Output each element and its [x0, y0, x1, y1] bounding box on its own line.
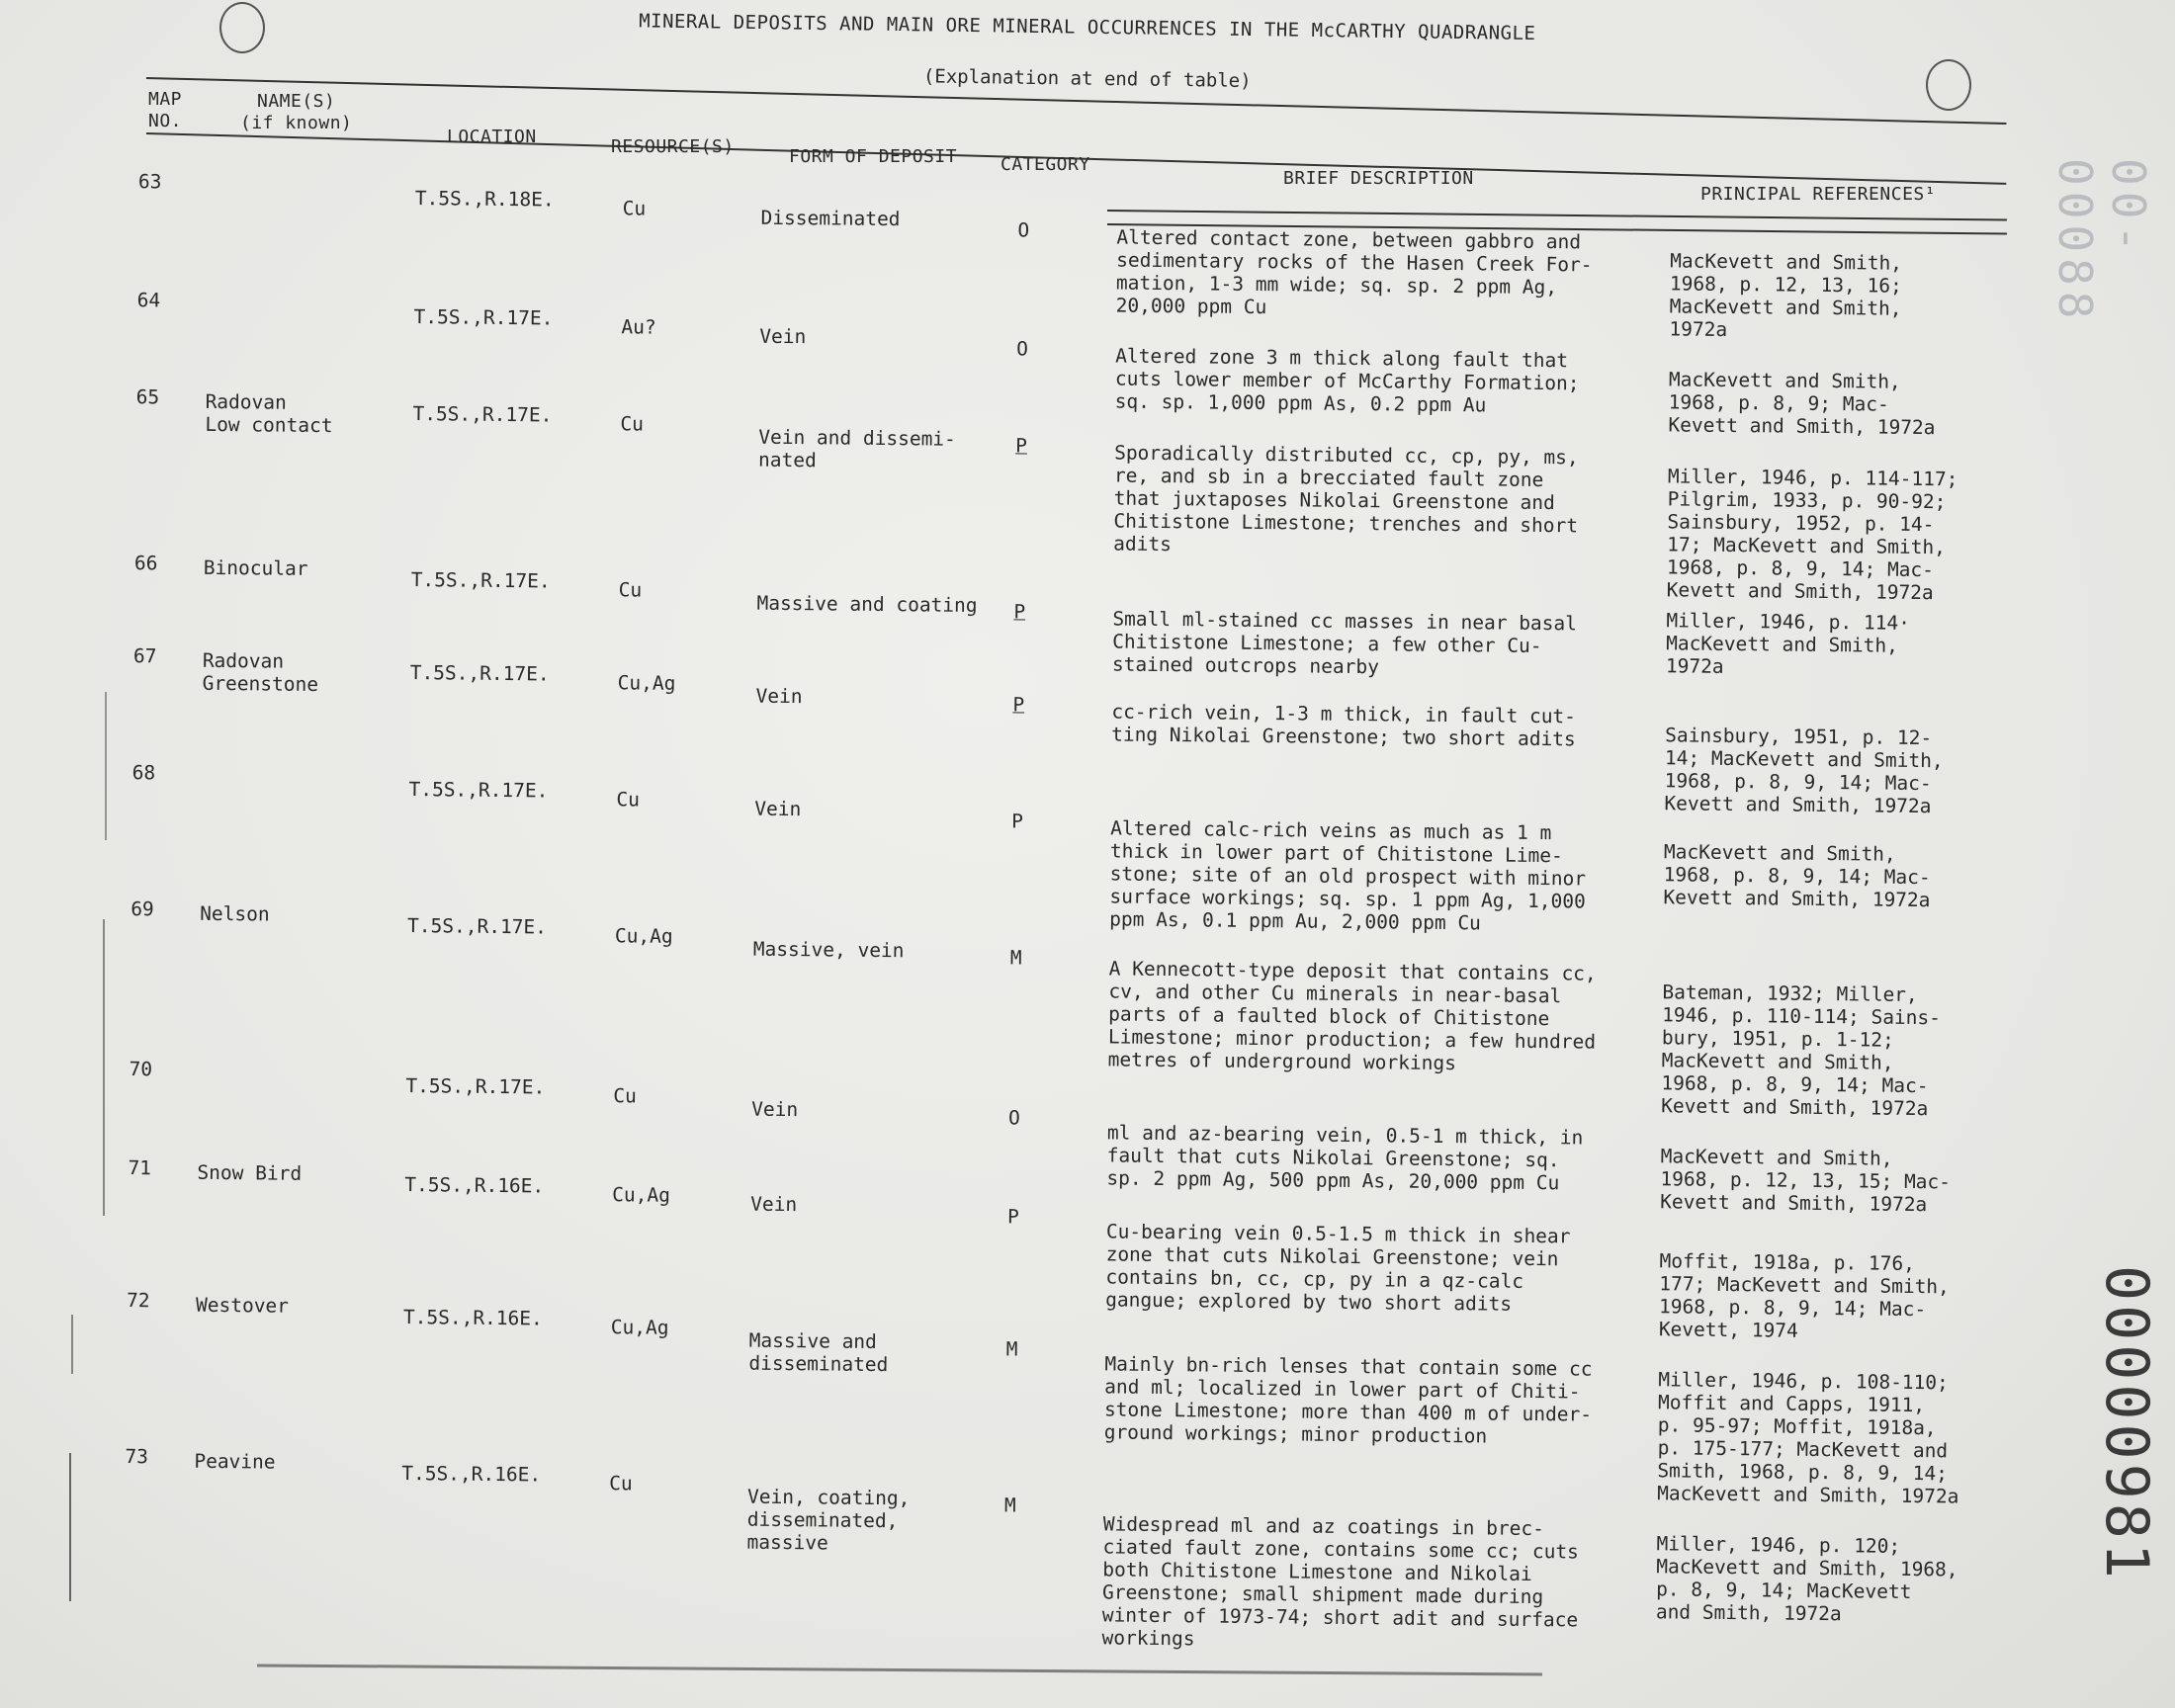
cell-resource: Cu	[622, 197, 647, 220]
col-header-resources: RESOURCE(S)	[611, 136, 735, 157]
cell-name: Radovan Low contact	[205, 389, 333, 438]
cell-location: T.5S.,R.16E.	[402, 1305, 543, 1330]
cell-map-no: 64	[136, 289, 161, 312]
cell-references: MacKevett and Smith, 1968, p. 12, 13, 16; MacKevett and Smith, 1972a	[1669, 249, 1903, 341]
cell-location: T.5S.,R.16E.	[404, 1172, 545, 1198]
col-header-names: NAME(S) (if known)	[240, 91, 353, 133]
cell-form: Disseminated	[760, 206, 901, 231]
col-header-description: BRIEF DESCRIPTION	[1283, 168, 1474, 189]
cell-map-no: 67	[132, 644, 157, 668]
cell-category: M	[1005, 1337, 1018, 1361]
cell-map-no: 72	[126, 1289, 150, 1313]
cell-form: Vein	[750, 1192, 798, 1217]
table-title: MINERAL DEPOSITS AND MAIN ORE MINERAL OCCURRENCES IN THE McCARTHY QUADRANGLE	[639, 10, 1536, 45]
cell-location: T.5S.,R.17E.	[406, 913, 548, 939]
margin-line	[105, 692, 107, 840]
cell-resource: Cu,Ag	[617, 671, 676, 695]
cell-name: Peavine	[194, 1449, 276, 1474]
cell-references: MacKevett and Smith, 1968, p. 8, 9, 14; Mac- Kevett and Smith, 1972a	[1663, 840, 1931, 912]
cell-name: Westover	[195, 1293, 290, 1318]
frame-number-stamp: 00000981	[2092, 1265, 2161, 1582]
cell-category: O	[1017, 218, 1030, 242]
cell-location: T.5S.,R.16E.	[401, 1461, 542, 1487]
cell-location: T.5S.,R.17E.	[413, 305, 554, 330]
cell-location: T.5S.,R.17E.	[409, 661, 550, 686]
cell-references: Miller, 1946, p. 114-117; Pilgrim, 1933, p. 90-92; Sainsbury, 1952, p. 14- 17; MacKevett and Smith, 1968, p. 8, 9, 14; Mac- Kevett and Smith, 1972a	[1666, 465, 1958, 605]
cell-form: Vein and dissemi- nated	[757, 425, 956, 472]
table-subtitle: (Explanation at end of table)	[922, 65, 1252, 93]
cell-category: O	[1007, 1106, 1020, 1130]
col-header-map-no: MAP NO.	[148, 89, 183, 131]
cell-references: Miller, 1946, p. 120; MacKevett and Smith, 1968, p. 8, 9, 14; MacKevett and Smith, 1972a	[1655, 1532, 1958, 1626]
margin-line	[69, 1453, 71, 1601]
cell-description: ml and az-bearing vein, 0.5-1 m thick, in fault that cuts Nikolai Greenstone; sq. sp. 2 ppm Ag, 500 ppm As, 20,000 ppm Cu	[1106, 1121, 1584, 1195]
cell-resource: Cu	[620, 412, 645, 436]
cell-name: Nelson	[200, 901, 270, 926]
cell-description: Cu-bearing vein 0.5-1.5 m thick in shear zone that cuts Nikolai Greenstone; vein contains bn, cc, cp, py in a qz-calc gangue; explored by two short adits	[1105, 1220, 1571, 1316]
cell-description: cc-rich vein, 1-3 m thick, in fault cut- ting Nikolai Greenstone; two short adits	[1111, 700, 1577, 751]
cell-category: P	[1015, 434, 1028, 458]
cell-map-no: 73	[125, 1445, 149, 1469]
cell-form: Massive and coating	[756, 591, 978, 618]
cell-name: Radovan Greenstone	[202, 648, 319, 697]
cell-map-no: 66	[133, 552, 158, 575]
cell-form: Vein	[754, 797, 802, 821]
cell-category: P	[1012, 693, 1025, 717]
cell-name: Snow Bird	[197, 1160, 303, 1185]
cell-map-no: 69	[130, 897, 154, 921]
cell-location: T.5S.,R.17E.	[405, 1073, 546, 1099]
cell-category: P	[1006, 1205, 1019, 1229]
cell-map-no: 70	[129, 1058, 153, 1081]
cell-location: T.5S.,R.18E.	[414, 187, 555, 212]
col-header-category: CATEGORY	[1000, 154, 1090, 175]
margin-line	[71, 1315, 73, 1374]
cell-resource: Cu,Ag	[612, 1183, 671, 1207]
cell-description: Altered contact zone, between gabbro and sedimentary rocks of the Hasen Creek For- mation, 1-3 mm wide; sq. sp. 2 ppm Ag, 20,000 ppm Cu	[1115, 225, 1593, 319]
cell-location: T.5S.,R.17E.	[408, 778, 549, 803]
col-header-references: PRINCIPAL REFERENCES¹	[1700, 184, 1937, 205]
cell-category: O	[1016, 337, 1029, 361]
col-header-location: LOCATION	[447, 127, 537, 147]
cell-category: M	[1003, 1494, 1016, 1517]
cell-description: Mainly bn-rich lenses that contain some cc and ml; localized in lower part of Chiti- stone Limestone; more than 400 m of under- ground workings; minor production	[1103, 1352, 1593, 1448]
cell-resource: Cu	[616, 788, 641, 811]
faint-frame-stamp: 00-00088	[2048, 158, 2155, 325]
cell-form: Vein	[751, 1097, 799, 1122]
cell-description: Altered zone 3 m thick along fault that cuts lower member of McCarthy Formation; sq. sp. 1,000 ppm As, 0.2 ppm Au	[1114, 344, 1580, 417]
cell-references: Moffit, 1918a, p. 176, 177; MacKevett and Smith, 1968, p. 8, 9, 14; Mac- Kevett, 1974	[1658, 1249, 1950, 1342]
margin-line	[103, 919, 105, 1216]
cell-resource: Cu	[613, 1084, 637, 1108]
cell-location: T.5S.,R.17E.	[410, 568, 551, 593]
cell-location: T.5S.,R.17E.	[412, 402, 553, 427]
cell-description: A Kennecott-type deposit that contains cc, cv, and other Cu minerals in near-basal parts of a faulted block of Chitistone Limestone; minor production; a few hundred metres of underground workings	[1107, 957, 1597, 1075]
cell-references: MacKevett and Smith, 1968, p. 12, 13, 15; Mac- Kevett and Smith, 1972a	[1660, 1145, 1952, 1217]
cell-resource: Cu,Ag	[614, 924, 673, 948]
cell-references: Miller, 1946, p. 108-110; Moffit and Capps, 1911, p. 95-97; Moffit, 1918a, p. 175-177; MacKevett and Smith, 1968, p. 8, 9, 14; MacKevett and Smith, 1972a	[1657, 1368, 1959, 1508]
cell-description: Sporadically distributed cc, cp, py, ms, re, and sb in a brecciated fault zone that juxtaposes Nikolai Greenstone and Chitistone Limestone; trenches and short adits	[1113, 441, 1579, 556]
cell-references: Sainsbury, 1951, p. 12- 14; MacKevett and Smith, 1968, p. 8, 9, 14; Mac- Kevett and Smith, 1972a	[1664, 724, 1944, 818]
cell-form: Vein	[755, 684, 803, 709]
cell-map-no: 65	[135, 385, 160, 409]
cell-resource: Cu,Ag	[610, 1316, 669, 1339]
cell-form: Massive, vein	[752, 937, 905, 963]
cell-map-no: 71	[128, 1156, 152, 1180]
cell-category: P	[1013, 600, 1026, 624]
cell-references: Bateman, 1932; Miller, 1946, p. 110-114; Sains- bury, 1951, p. 1-12; MacKevett and Smith, 1968, p. 8, 9, 14; Mac- Kevett and Smith, 1972a	[1661, 981, 1942, 1121]
cell-description: Widespread ml and az coatings in brec- ciated fault zone, contains some cc; cuts both Chitistone Limestone and Nikolai Greenstone; small shipment made during winter of 1973-74; short adit and surface workings	[1101, 1512, 1579, 1651]
cell-form: Massive and disseminated	[748, 1328, 889, 1377]
cell-form: Vein	[759, 324, 807, 349]
cell-category: M	[1009, 946, 1022, 970]
cell-resource: Cu	[618, 578, 643, 602]
cell-name: Binocular	[203, 555, 308, 580]
cell-form: Vein, coating, disseminated, massive	[746, 1485, 911, 1555]
cell-resource: Au?	[621, 315, 656, 339]
col-header-form: FORM OF DEPOSIT	[789, 146, 958, 167]
cell-resource: Cu	[609, 1472, 633, 1495]
cell-category: P	[1011, 810, 1024, 833]
cell-references: Miller, 1946, p. 114· MacKevett and Smith, 1972a	[1665, 609, 1911, 678]
cell-map-no: 68	[131, 761, 156, 785]
cell-map-no: 63	[137, 170, 162, 194]
cell-references: MacKevett and Smith, 1968, p. 8, 9; Mac- Kevett and Smith, 1972a	[1668, 368, 1936, 440]
cell-description: Altered calc-rich veins as much as 1 m thick in lower part of Chitistone Lime- stone; site of an old prospect with minor surface workings; sq. sp. 1 ppm Ag, 1,000 ppm As, 0.1 ppm Au, 2,000 ppm Cu	[1109, 816, 1587, 935]
cell-description: Small ml-stained cc masses in near basal Chitistone Limestone; a few other Cu- stained outcrops nearby	[1111, 607, 1578, 679]
